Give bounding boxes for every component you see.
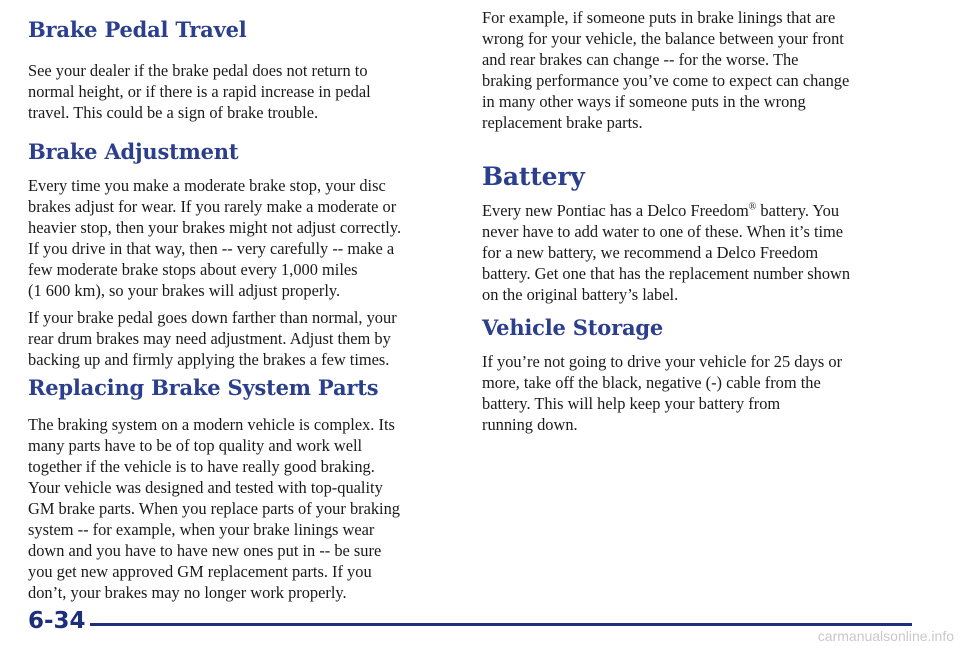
vehicle-storage-heading: Vehicle Storage bbox=[482, 315, 663, 340]
replacement-parts-continued-paragraph: For example, if someone puts in brake linings that are wrong for your vehicle, the balance between your front and rear brakes can change -- for the worse. The braking performance you’ve come to expect can change in many other ways if someone puts in the wrong replacement brake parts. bbox=[482, 8, 850, 132]
watermark: carmanualsonline.info bbox=[817, 628, 954, 644]
replacing-brake-parts-heading: Replacing Brake System Parts bbox=[28, 375, 379, 400]
replacing-brake-parts-paragraph: The braking system on a modern vehicle is complex. Its many parts have to be of top quality and work well together if the vehicle is to have really good braking. Your vehicle was designed and tested with top-quality GM brake parts. When you replace parts of your braking system -- for example, when your brake linings wear down and you have to have new ones put in -- be sure you get new approved GM replacement parts. If you don’t, your brakes may no longer work properly. bbox=[28, 415, 401, 602]
registered-mark: ® bbox=[748, 201, 757, 213]
battery-paragraph: Every new Pontiac has a Delco Freedom® battery. You never have to add water to one of these. When it’s time for a new battery, we recommend a Delco Freedom battery. Get one that has the replacement number shown on the original battery’s label. bbox=[482, 201, 851, 304]
page-number: 6-34 bbox=[28, 608, 86, 634]
brake-adjustment-paragraph-1: Every time you make a moderate brake stop, your disc brakes adjust for wear. If you rarely make a moderate or heavier stop, then your brakes might not adjust correctly. If you drive in that way, then -- very carefully -- make a few moderate brake stops about every 1,000 miles (1 600 km), so your brakes will adjust properly. bbox=[28, 176, 402, 300]
battery-heading: Battery bbox=[482, 162, 585, 191]
brake-adjustment-heading: Brake Adjustment bbox=[28, 139, 239, 164]
footer-rule bbox=[90, 623, 912, 626]
brake-pedal-travel-heading: Brake Pedal Travel bbox=[28, 17, 247, 42]
brake-adjustment-paragraph-2: If your brake pedal goes down farther than normal, your rear drum brakes may need adjustment. Adjust them by backing up and firmly applying the brakes a few times. bbox=[28, 308, 397, 369]
vehicle-storage-paragraph: If you’re not going to drive your vehicle for 25 days or more, take off the black, negative (-) cable from the battery. This will help keep your battery from running down. bbox=[482, 352, 843, 434]
brake-pedal-travel-paragraph: See your dealer if the brake pedal does not return to normal height, or if there is a rapid increase in pedal travel. This could be a sign of brake trouble. bbox=[28, 61, 371, 122]
